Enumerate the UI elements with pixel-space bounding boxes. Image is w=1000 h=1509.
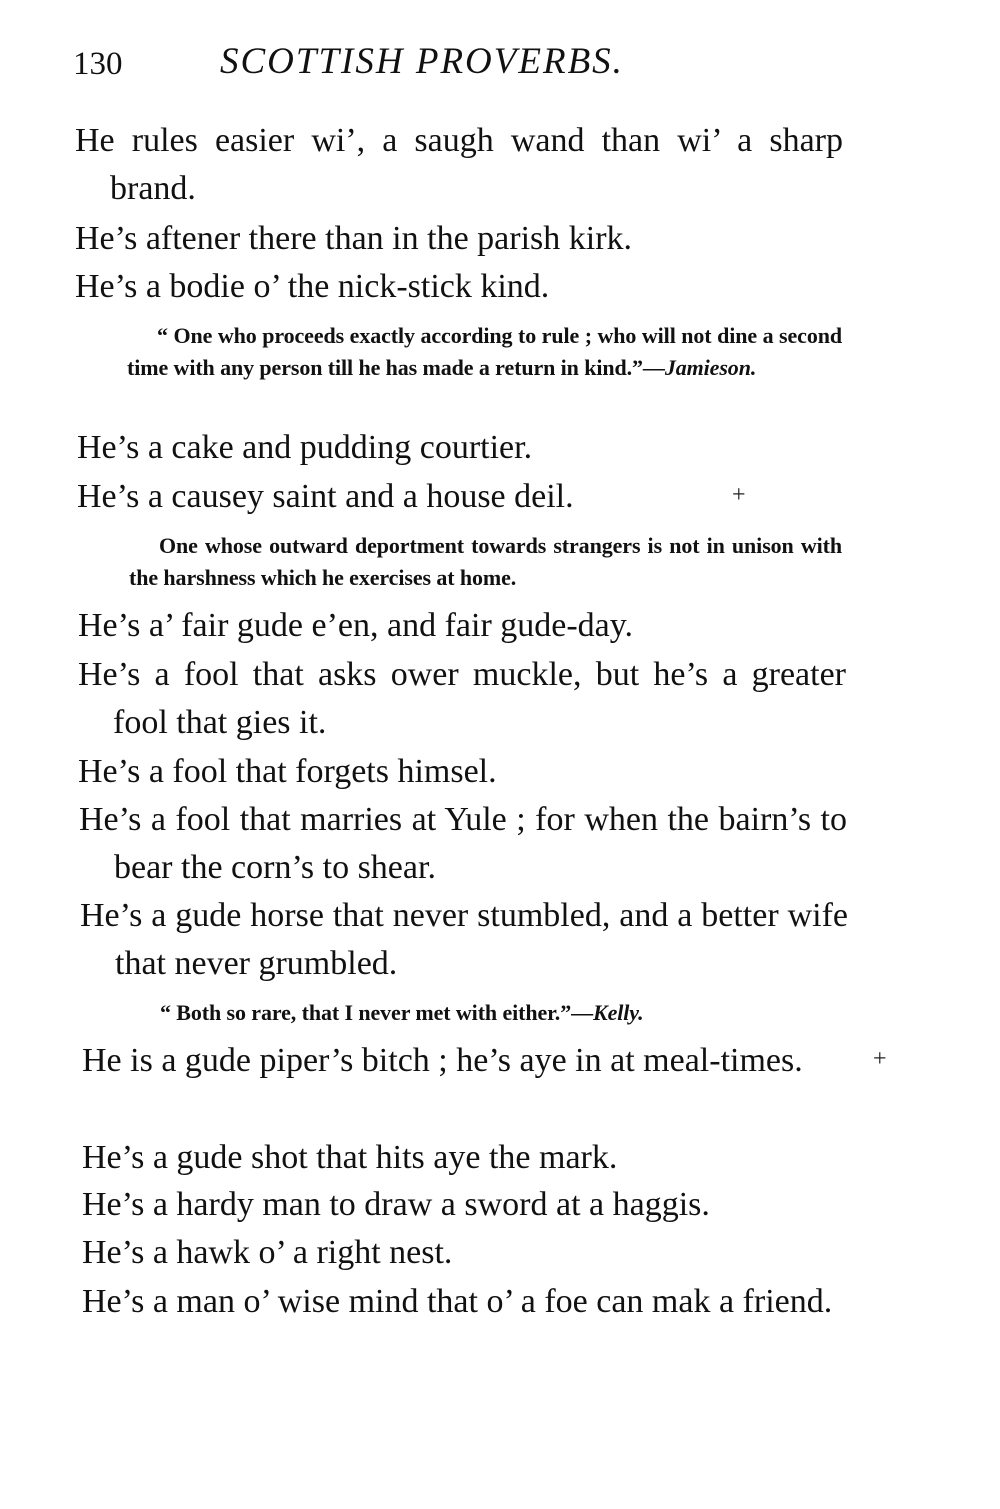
proverb: He’s a hardy man to draw a sword at a haggis. [82, 1186, 710, 1223]
page-header [73, 40, 953, 100]
page-number: 130 [73, 46, 123, 82]
proverb: He’s a bodie o’ the nick-stick kind. [75, 268, 550, 305]
proverb: He’s a man o’ wise mind that o’ a foe can mak a friend. [82, 1283, 833, 1320]
footnote-source: Jamieson. [664, 355, 757, 380]
proverb: He’s a causey saint and a house deil. [77, 478, 574, 515]
footnote-source: Kelly. [593, 1000, 644, 1025]
proverb: He’s a fool that asks ower muckle, but he’s a greater fool that gies it. [78, 656, 846, 741]
proverb: He’s a hawk o’ a right nest. [82, 1234, 453, 1271]
proverb: He’s a gude horse that never stumbled, and a better wife that never grumbled. [80, 897, 848, 982]
proverb: He’s a gude shot that hits aye the mark. [82, 1139, 618, 1176]
footnote [127, 320, 842, 384]
proverb: He’s a cake and pudding courtier. [77, 429, 533, 466]
proverb: He is a gude piper’s bitch ; he’s aye in at meal-times. [82, 1042, 803, 1079]
footnote [130, 997, 845, 1029]
proverb: He’s a’ fair gude e’en, and fair gude-day. [78, 607, 634, 644]
margin-mark: + [873, 1046, 887, 1072]
proverb: He rules easier wi’, a saugh wand than wi’ a sharp brand. [75, 122, 843, 207]
footnote-text: “ One who proceeds exactly according to rule ; who will not dine a second time with any person till he has made a return in kind.”— [127, 323, 842, 380]
proverb: He’s aftener there than in the parish kirk. [75, 220, 633, 257]
proverb: He’s a fool that marries at Yule ; for when the bairn’s to bear the corn’s to shear. [79, 801, 847, 886]
margin-mark: + [732, 482, 746, 508]
footnote [129, 530, 842, 594]
footnote-text: One whose outward deportment towards strangers is not in unison with the harshness which he exercises at home. [129, 533, 842, 590]
running-head: SCOTTISH PROVERBS. [220, 41, 624, 82]
footnote-text: “ Both so rare, that I never met with either.”— [160, 1000, 594, 1025]
proverb: He’s a fool that forgets himsel. [78, 753, 497, 790]
